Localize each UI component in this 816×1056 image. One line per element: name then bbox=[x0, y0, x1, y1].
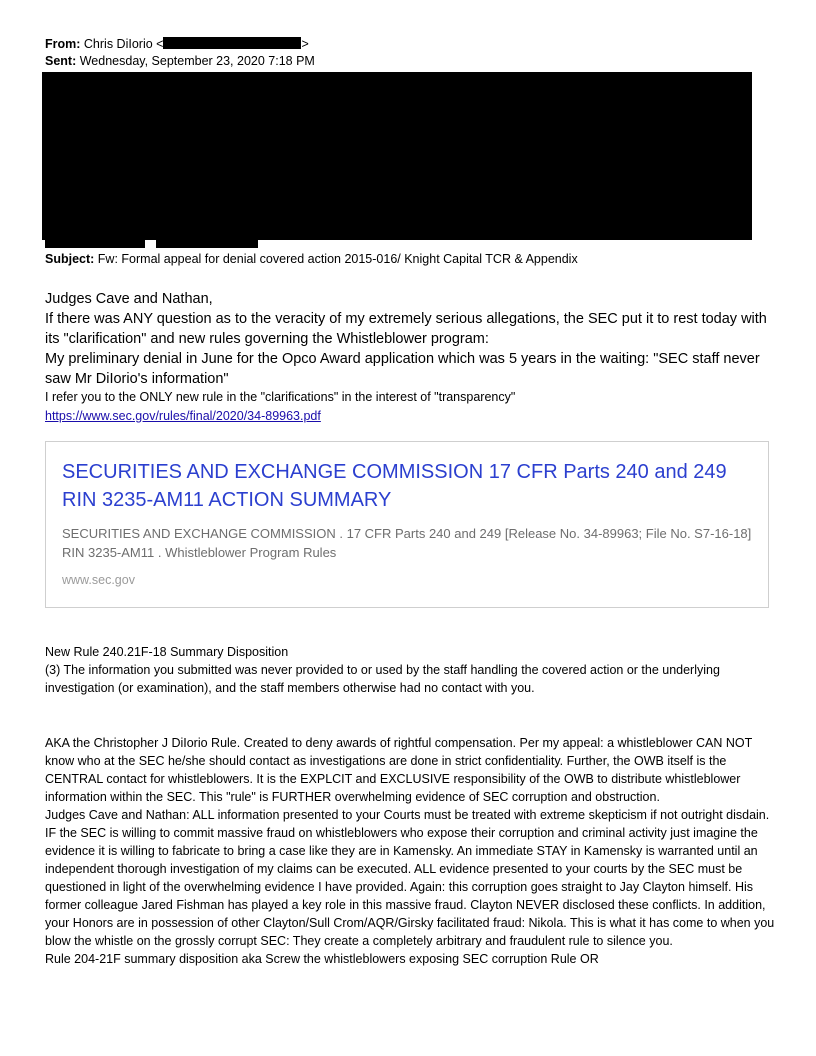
from-name: Chris DiIorio < bbox=[83, 37, 164, 51]
card-title[interactable]: SECURITIES AND EXCHANGE COMMISSION 17 CFR Parts 240 and 249 RIN 3235-AM11 ACTION SUMMARY bbox=[62, 461, 727, 511]
redaction-block bbox=[42, 72, 752, 240]
sec-pdf-link[interactable]: https://www.sec.gov/rules/final/2020/34-89963.pdf bbox=[45, 409, 321, 423]
link-preview-card[interactable] bbox=[45, 441, 769, 608]
rule-section bbox=[45, 643, 775, 697]
redacted-email bbox=[163, 37, 301, 49]
closing-paragraph: AKA the Christopher J DiIorio Rule. Created to deny awards of rightful compensation. Per my appeal: a whistleblower CAN NOT know who at the SEC he/she should contact as investigations are done in strict confidentiality. Further, the OWB itself is the CENTRAL contact for whistleblowers. It is the EXPLCIT and EXCLUSIVE responsibility of the OWB to distribute whistleblower information within the SEC. This "rule" is FURTHER overwhelming evidence of SEC corruption and obstruction. bbox=[45, 736, 753, 804]
body-paragraph: My preliminary denial in June for the Opco Award application which was 5 years in the waiting: "SEC staff never saw Mr DiIorio's information" bbox=[45, 351, 760, 387]
card-description: SECURITIES AND EXCHANGE COMMISSION . 17 CFR Parts 240 and 249 [Release No. 34-89963; File No. S7-16-18] RIN 3235-AM11 . Whistleblower Program Rules bbox=[62, 526, 752, 560]
rule-text: (3) The information you submitted was never provided to or used by the staff handling the covered action or the underlying investigation (or examination), and the staff members otherwise had no contact with you. bbox=[45, 663, 720, 695]
card-domain: www.sec.gov bbox=[62, 573, 135, 587]
subject-line bbox=[45, 252, 578, 266]
body-paragraph: I refer you to the ONLY new rule in the "clarifications" in the interest of "transparency" bbox=[45, 390, 516, 404]
closing-section bbox=[45, 734, 775, 968]
from-close: > bbox=[301, 37, 309, 51]
sent-label: Sent: bbox=[45, 54, 77, 68]
subject-label: Subject: bbox=[45, 252, 95, 266]
rule-heading: New Rule 240.21F-18 Summary Disposition bbox=[45, 645, 289, 659]
salutation: Judges Cave and Nathan, bbox=[45, 291, 213, 307]
email-header bbox=[45, 36, 773, 70]
closing-paragraph: Rule 204-21F summary disposition aka Screw the whistleblowers exposing SEC corruption Rule OR bbox=[45, 952, 599, 966]
redaction-fragment bbox=[156, 240, 258, 248]
sent-line bbox=[45, 53, 773, 70]
sent-value: Wednesday, September 23, 2020 7:18 PM bbox=[79, 54, 315, 68]
subject-value: Fw: Formal appeal for denial covered action 2015-016/ Knight Capital TCR & Appendix bbox=[97, 252, 578, 266]
email-body bbox=[45, 289, 775, 426]
closing-paragraph: Judges Cave and Nathan: ALL information presented to your Courts must be treated with extreme skepticism if not outright disdain. IF the SEC is willing to commit massive fraud on whistleblowers who expose their corruption and criminal activity just imagine the evidence it is willing to fabricate to bring a case like they are in Kamensky. An immediate STAY in Kamensky is warranted until an independent thorough investigation of my claims can be executed. ALL evidence presented to your courts by the SEC must be questioned in light of the overwhelming evidence I have provided. Again: this corruption goes straight to Jay Clayton himself. His former colleague Jared Fishman has played a key role in this massive fraud. Clayton NEVER disclosed these conflicts. In addition, your Honors are in possession of other Clayton/Sull Crom/AQR/Girsky facilitated fraud: Nikola. This is what it has come to when you blow the whistle on the grossly corrupt SEC: They create a completely arbitrary and fraudulent rule to silence you. bbox=[45, 808, 775, 948]
redaction-fragment bbox=[45, 240, 145, 248]
body-paragraph: If there was ANY question as to the veracity of my extremely serious allegations, the SEC put it to rest today with its "clarification" and new rules governing the Whistleblower program: bbox=[45, 311, 767, 347]
from-label: From: bbox=[45, 37, 81, 51]
from-line bbox=[45, 36, 773, 53]
